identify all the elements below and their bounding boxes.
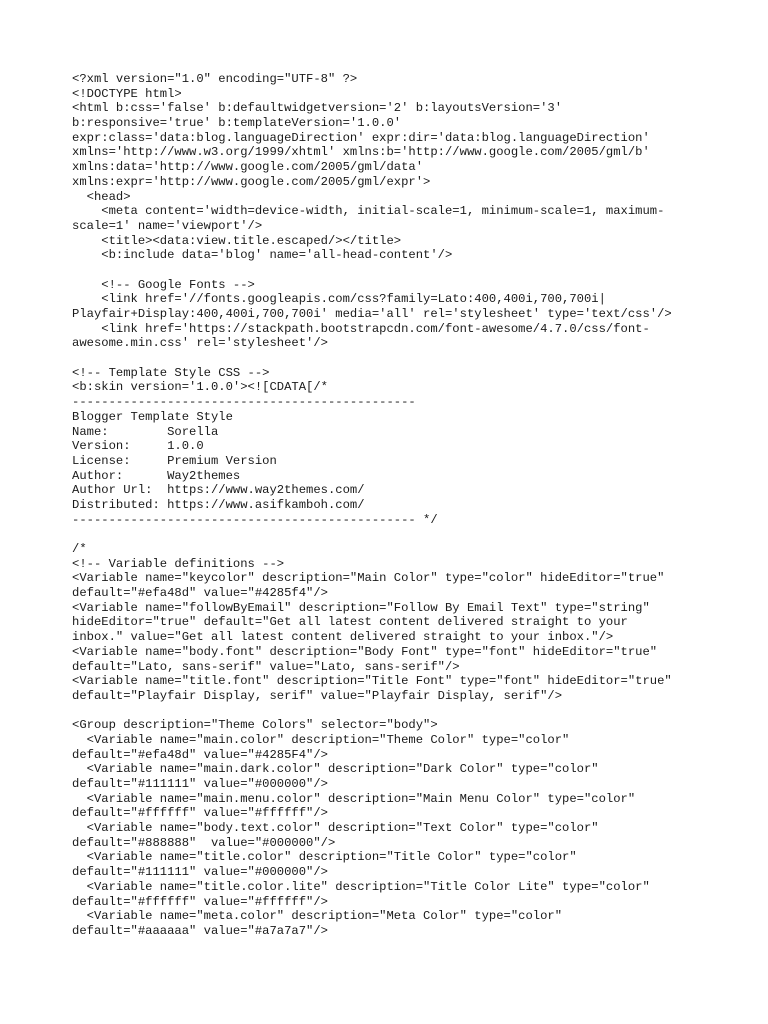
code-line: <Group description="Theme Colors" selector="body"> — [72, 718, 438, 733]
code-line: ----------------------------------------------- */ — [72, 512, 438, 527]
code-line: Author: Way2themes — [72, 468, 241, 483]
code-line: b:responsive='true' b:templateVersion='1.0.0' — [72, 116, 402, 131]
code-line: xmlns='http://www.w3.org/1999/xhtml' xmlns:b='http://www.google.com/2005/gml/b' — [72, 145, 650, 160]
code-line — [72, 263, 732, 278]
code-line: <?xml version="1.0" encoding="UTF-8" ?> — [72, 72, 358, 86]
code-line: <Variable name="body.text.color" description="Text Color" type="color" — [72, 821, 599, 836]
code-line: default="#111111" value="#000000"/> — [72, 777, 328, 791]
code-line: <head> — [72, 189, 131, 204]
code-line: default="#efa48d" value="#4285f4"/> — [72, 586, 328, 601]
document-page — [72, 72, 732, 939]
code-line: <Variable name="title.color" description="Title Color" type="color" — [72, 850, 577, 865]
code-line: awesome.min.css' rel='stylesheet'/> — [72, 336, 328, 351]
code-line: default="#888888" value="#000000"/> — [72, 835, 336, 850]
code-line: scale=1' name='viewport'/> — [72, 218, 263, 233]
code-line: inbox." value="Get all latest content delivered straight to your inbox."/> — [72, 630, 614, 645]
code-line: <Variable name="keycolor" description="Main Color" type="color" hideEditor="true" — [72, 571, 665, 586]
code-line: Blogger Template Style — [72, 409, 233, 424]
code-line: <Variable name="main.dark.color" description="Dark Color" type="color" — [72, 762, 599, 777]
code-line: <Variable name="title.font" description="Title Font" type="font" hideEditor="true" — [72, 674, 672, 689]
code-line: expr:class='data:blog.languageDirection' expr:dir='data:blog.languageDirection' — [72, 130, 650, 145]
code-line: <meta content='width=device-width, initial-scale=1, minimum-scale=1, maximum- — [72, 204, 665, 219]
code-line: <!-- Variable definitions --> — [72, 556, 285, 571]
code-line — [72, 527, 732, 542]
code-line: /* — [72, 542, 87, 556]
code-line: Author Url: https://www.way2themes.com/ — [72, 483, 365, 498]
code-line: default="#aaaaaa" value="#a7a7a7"/> — [72, 923, 328, 938]
code-line: xmlns:data='http://www.google.com/2005/gml/data' — [72, 160, 424, 175]
code-line: <title><data:view.title.escaped/></title> — [72, 233, 402, 248]
code-line: default="#efa48d" value="#4285F4"/> — [72, 747, 328, 762]
code-line: default="#ffffff" value="#ffffff"/> — [72, 806, 328, 821]
code-line: <b:skin version='1.0.0'><![CDATA[/* — [72, 380, 328, 395]
code-line: <b:include data='blog' name='all-head-content'/> — [72, 248, 453, 263]
code-line — [72, 704, 732, 719]
code-line: <Variable name="meta.color" description="Meta Color" type="color" — [72, 909, 563, 924]
code-line: xmlns:expr='http://www.google.com/2005/gml/expr'> — [72, 174, 431, 189]
code-line: default="#111111" value="#000000"/> — [72, 865, 328, 880]
code-line: default="#ffffff" value="#ffffff"/> — [72, 894, 328, 909]
code-line: Name: Sorella — [72, 424, 219, 439]
code-line: ----------------------------------------------- — [72, 395, 416, 410]
code-line: <link href='https://stackpath.bootstrapcdn.com/font-awesome/4.7.0/css/font- — [72, 321, 650, 336]
code-line: default="Lato, sans-serif" value="Lato, sans-serif"/> — [72, 659, 460, 674]
code-line: <Variable name="main.color" description="Theme Color" type="color" — [72, 732, 570, 747]
code-line: <Variable name="main.menu.color" description="Main Menu Color" type="color" — [72, 791, 636, 806]
code-line: default="Playfair Display, serif" value="Playfair Display, serif"/> — [72, 688, 563, 703]
code-line: <!-- Google Fonts --> — [72, 277, 255, 292]
code-line: <!DOCTYPE html> — [72, 86, 182, 101]
code-line: Distributed: https://www.asifkamboh.com/ — [72, 497, 365, 512]
code-line: <!-- Template Style CSS --> — [72, 365, 270, 380]
code-line: License: Premium Version — [72, 453, 277, 468]
code-line: <Variable name="followByEmail" description="Follow By Email Text" type="string" — [72, 600, 650, 615]
code-line: <link href='//fonts.googleapis.com/css?family=Lato:400,400i,700,700i| — [72, 292, 606, 307]
code-line: Playfair+Display:400,400i,700,700i' media='all' rel='stylesheet' type='text/css'/> — [72, 307, 672, 321]
code-line: <Variable name="title.color.lite" description="Title Color Lite" type="color" — [72, 879, 650, 894]
code-line: Version: 1.0.0 — [72, 439, 204, 454]
code-line — [72, 351, 732, 366]
code-line: <html b:css='false' b:defaultwidgetversion='2' b:layoutsVersion='3' — [72, 101, 563, 116]
code-line: hideEditor="true" default="Get all latest content delivered straight to your — [72, 615, 628, 630]
code-line: <Variable name="body.font" description="Body Font" type="font" hideEditor="true" — [72, 644, 658, 659]
